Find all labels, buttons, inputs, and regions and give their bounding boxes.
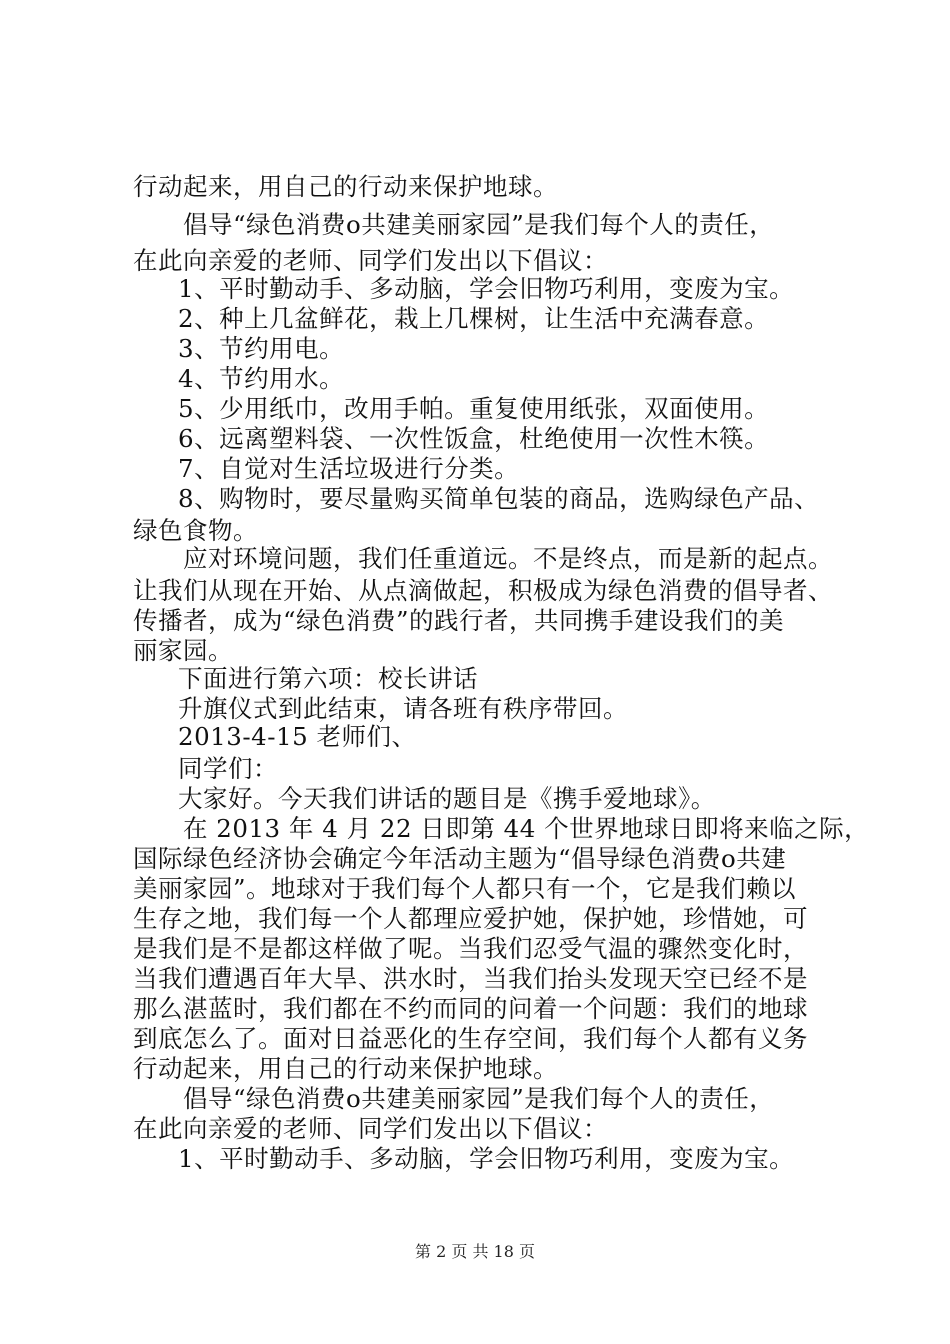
- text-line: 当我们遭遇百年大旱、洪水时，当我们抬头发现天空已经不是: [133, 964, 808, 993]
- text-line: 4、节约用水。: [178, 364, 345, 393]
- text-line: 1、平时勤动手、多动脑，学会旧物巧利用，变废为宝。: [178, 274, 795, 303]
- page-footer: 第 2 页 共 18 页: [415, 1242, 535, 1261]
- text-line: 行动起来，用自己的行动来保护地球。: [133, 1054, 558, 1083]
- text-line: 让我们从现在开始、从点滴做起，积极成为绿色消费的倡导者、: [133, 576, 833, 605]
- text-line: 到底怎么了。面对日益恶化的生存空间，我们每个人都有义务: [133, 1024, 808, 1053]
- text-line: 在此向亲爱的老师、同学们发出以下倡议：: [133, 1114, 608, 1143]
- text-line: 2013-4-15 老师们、: [178, 722, 417, 751]
- text-line: 在此向亲爱的老师、同学们发出以下倡议：: [133, 246, 608, 275]
- text-line: 生存之地，我们每一个人都理应爱护她，保护她，珍惜她，可: [133, 904, 808, 933]
- text-line: 8、购物时，要尽量购买简单包装的商品，选购绿色产品、: [178, 484, 820, 513]
- text-line: 3、节约用电。: [178, 334, 345, 363]
- text-line: 在 2013 年 4 月 22 日即第 44 个世界地球日即将来临之际，: [183, 814, 870, 843]
- text-line: 6、远离塑料袋、一次性饭盒，杜绝使用一次性木筷。: [178, 424, 770, 453]
- text-line: 2、种上几盆鲜花，栽上几棵树，让生活中充满春意。: [178, 304, 770, 333]
- text-line: 1、平时勤动手、多动脑，学会旧物巧利用，变废为宝。: [178, 1144, 795, 1173]
- text-line: 美丽家园”。地球对于我们每个人都只有一个，它是我们赖以: [133, 874, 797, 903]
- text-line: 5、少用纸巾，改用手帕。重复使用纸张，双面使用。: [178, 394, 770, 423]
- text-line: 倡导“绿色消费o共建美丽家园”是我们每个人的责任，: [183, 1084, 775, 1113]
- text-line: 是我们是不是都这样做了呢。当我们忍受气温的骤然变化时，: [133, 934, 808, 963]
- text-line: 行动起来，用自己的行动来保护地球。: [133, 172, 558, 201]
- text-line: 国际绿色经济协会确定今年活动主题为“倡导绿色消费o共建: [133, 844, 787, 873]
- text-line: 倡导“绿色消费o共建美丽家园”是我们每个人的责任，: [183, 210, 775, 239]
- text-line: 那么湛蓝时，我们都在不约而同的问着一个问题：我们的地球: [133, 994, 808, 1023]
- text-line: 下面进行第六项：校长讲话: [178, 664, 478, 693]
- text-line: 大家好。今天我们讲话的题目是《携手爱地球》。: [178, 784, 716, 813]
- text-line: 丽家园。: [133, 636, 233, 665]
- text-line: 同学们：: [178, 754, 278, 783]
- text-line: 绿色食物。: [133, 516, 258, 545]
- text-line: 传播者，成为“绿色消费”的践行者，共同携手建设我们的美: [133, 606, 785, 635]
- text-line: 应对环境问题，我们任重道远。不是终点，而是新的起点。: [183, 544, 833, 573]
- text-line: 7、自觉对生活垃圾进行分类。: [178, 454, 520, 483]
- text-line: 升旗仪式到此结束，请各班有秩序带回。: [178, 694, 628, 723]
